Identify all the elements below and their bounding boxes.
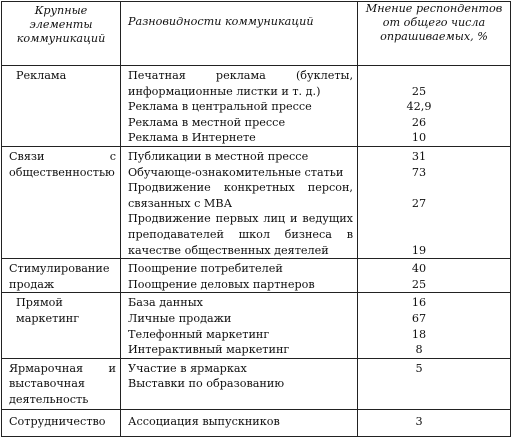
type-item: Ассоциация выпускников (128, 414, 280, 428)
type-item: База данных (128, 296, 203, 310)
value-item: 67 (411, 311, 427, 325)
category-label: Реклама (16, 69, 67, 82)
table-row (2, 146, 511, 258)
table-row (2, 358, 511, 409)
table-row (2, 66, 511, 147)
table-row (2, 409, 511, 436)
types-cell (121, 409, 358, 436)
header-respondent-opinion-text: Мнение респондентов от общего числа опрашиваемых, % (365, 2, 503, 44)
type-item: Поощрение деловых партнеров (128, 277, 315, 291)
value-item: 25 (411, 277, 427, 291)
category-label: Прямой маркетинг (16, 296, 80, 325)
values-cell (358, 293, 511, 358)
type-item: Выставки по образованию (128, 377, 285, 391)
table-row (2, 259, 511, 293)
types-cell (121, 293, 358, 358)
type-item: Участие в ярмарках (128, 361, 247, 375)
category-cell (2, 409, 121, 436)
type-item: Обучающе-ознакомительные статьи (128, 165, 344, 179)
header-respondent-opinion (358, 2, 511, 66)
values-cell (358, 358, 511, 409)
category-cell (2, 358, 121, 409)
type-item: Продвижение первых лиц и ведущих преподавателей школ бизнеса в качестве общественных деятелей (128, 212, 353, 257)
communications-table-wrapper (1, 1, 510, 428)
values-cell (358, 409, 511, 436)
category-label: Стимулирование продаж (9, 262, 110, 291)
type-item: Печатная реклама (буклеты, информационные листки и т. д.) (128, 69, 353, 98)
type-item: Реклама в местной прессе (128, 115, 286, 129)
header-major-elements (2, 2, 121, 66)
header-communication-types (121, 2, 358, 66)
value-item: 5 (415, 361, 423, 375)
value-item: 26 (411, 115, 427, 129)
category-cell (2, 66, 121, 147)
category-label: Ярмарочная и выставочная деятельность (9, 361, 116, 406)
header-major-elements-text: Крупные элементы коммуникаций (16, 4, 106, 46)
type-item: Реклама в центральной прессе (128, 100, 312, 114)
type-item: Телефонный маркетинг (128, 327, 270, 341)
types-cell (121, 66, 358, 147)
value-item: 42,9 (406, 100, 432, 114)
category-label: Связи с общественностью (9, 149, 116, 179)
values-cell (358, 146, 511, 258)
table-row (2, 293, 511, 358)
category-cell (2, 293, 121, 358)
types-cell (121, 259, 358, 293)
type-item: Продвижение конкретных персон, связанных с МВА (128, 181, 353, 210)
types-cell (121, 146, 358, 258)
category-label: Сотрудничество (9, 414, 106, 428)
type-item: Реклама в Интернете (128, 131, 256, 145)
category-cell (2, 146, 121, 258)
communications-table (1, 1, 511, 437)
value-item: 3 (415, 414, 423, 428)
value-item: 31 (411, 149, 427, 163)
value-item: 73 (411, 165, 427, 179)
header-row (2, 2, 511, 66)
value-item: 19 (411, 243, 427, 257)
value-item: 16 (411, 296, 427, 310)
value-item: 10 (411, 131, 427, 145)
type-item: Поощрение потребителей (128, 262, 283, 276)
types-cell (121, 358, 358, 409)
category-cell (2, 259, 121, 293)
type-item: Личные продажи (128, 311, 232, 325)
value-item: 25 (411, 84, 427, 98)
value-item: 40 (411, 262, 427, 276)
values-cell (358, 259, 511, 293)
value-item: 27 (411, 196, 427, 210)
type-item: Интерактивный маркетинг (128, 343, 290, 357)
value-item: 8 (415, 343, 423, 357)
value-item: 18 (411, 327, 427, 341)
values-cell (358, 66, 511, 147)
header-communication-types-text: Разновидности коммуникаций (128, 15, 314, 28)
type-item: Публикации в местной прессе (128, 149, 309, 163)
